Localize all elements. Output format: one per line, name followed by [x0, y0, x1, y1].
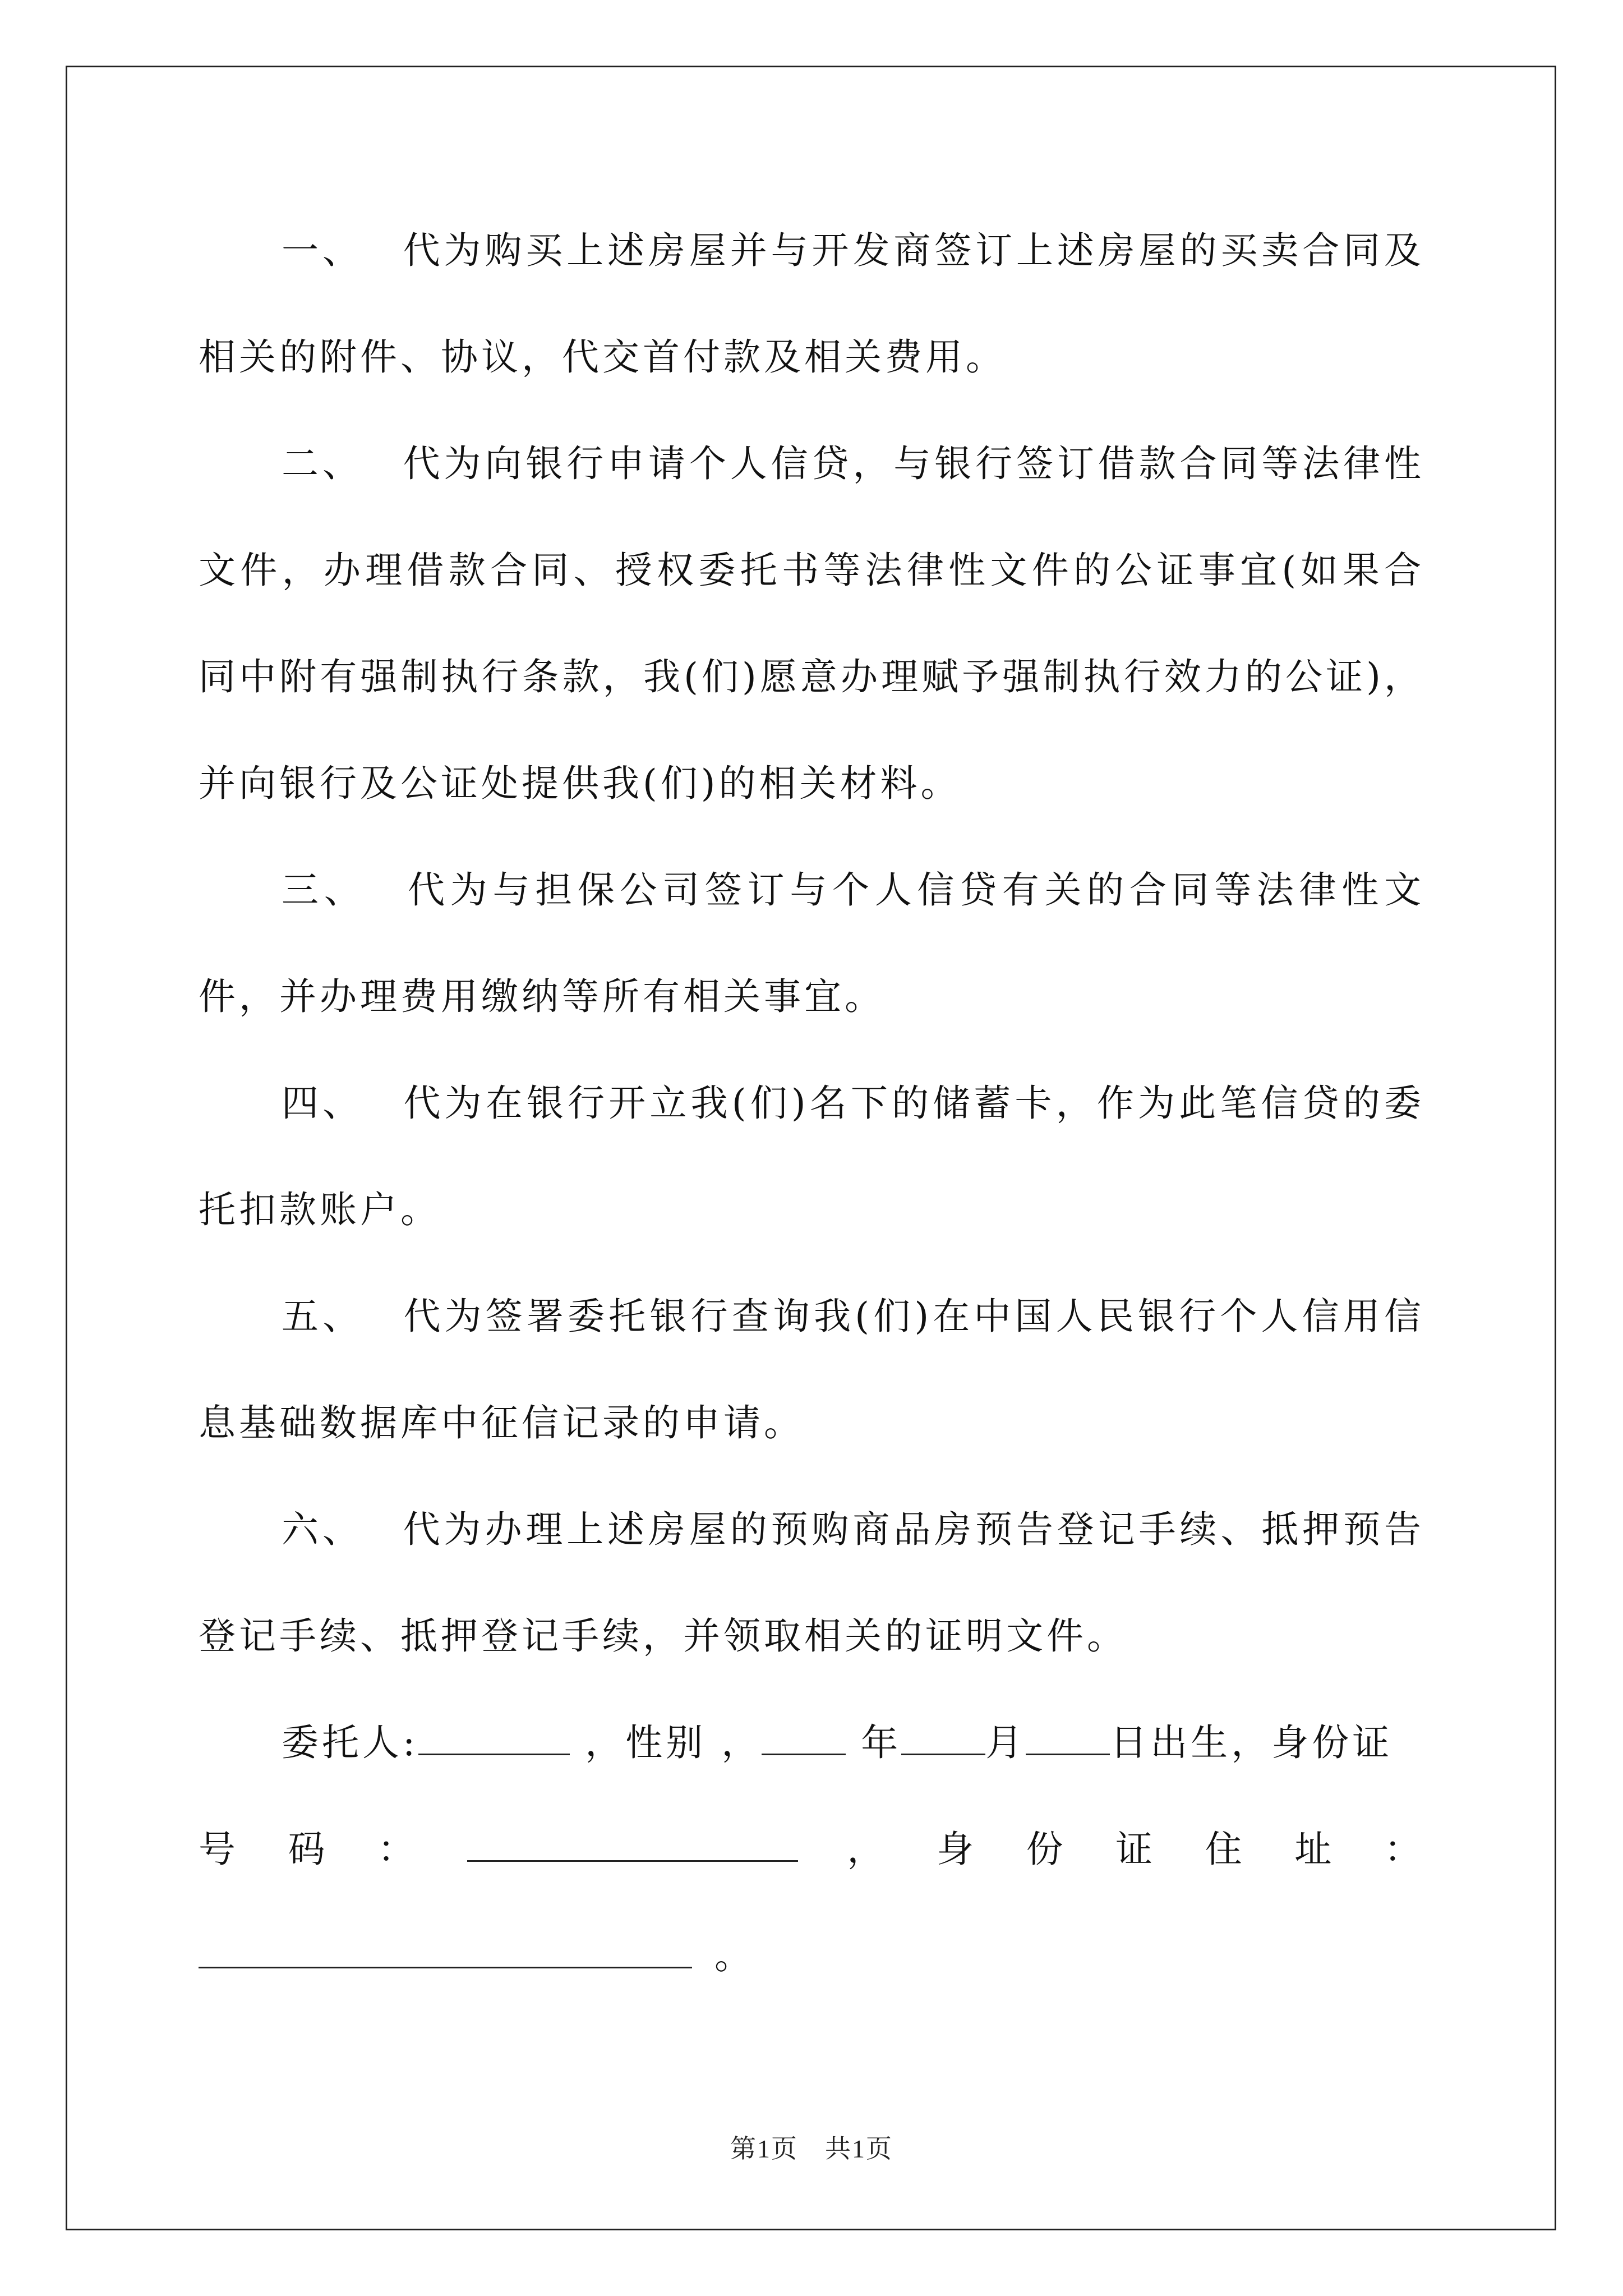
gender-blank: [762, 1720, 846, 1755]
clause-text: 代为向银行申请个人信贷，与银行签订借款合同等法律性文件，办理借款合同、授权委托书等法律性文件的公证事宜(如果合同中附有强制执行条款，我(们)愿意办理赋予强制执行效力的公证)，并向银行及公证处提供我(们)的相关材料。: [199, 442, 1425, 805]
month-label: 月: [985, 1721, 1026, 1764]
address-line: [199, 1903, 1424, 2009]
id-number-line: [199, 1796, 1424, 1903]
gender-label: ，性别 ，: [585, 1721, 762, 1764]
clause-4: [199, 1050, 1424, 1263]
principal-label: 委托人:: [282, 1721, 419, 1764]
id-label-char: 份: [1026, 1828, 1067, 1871]
clause-marker: 四、: [282, 1082, 364, 1125]
clause-text: 代为购买上述房屋并与开发商签订上述房屋的买卖合同及相关的附件、协议，代交首付款及相关费用。: [199, 229, 1425, 379]
id-label-char: ：: [1384, 1828, 1424, 1871]
document-body: [199, 197, 1424, 2009]
address-end-mark: 。: [714, 1934, 755, 1977]
month-blank: [901, 1720, 985, 1755]
id-label-char: 身: [936, 1828, 977, 1871]
day-blank: [1026, 1720, 1110, 1755]
clause-marker: 二、: [282, 442, 363, 485]
clause-text: 代为签署委托银行查询我(们)在中国人民银行个人信用信息基础数据库中征信记录的申请。: [199, 1295, 1425, 1444]
clause-text: 代为与担保公司签订与个人信贷有关的合同等法律性文件，并办理费用缴纳等所有相关事宜。: [199, 868, 1425, 1018]
day-label: 日出生，身份证: [1110, 1721, 1393, 1764]
clause-text: 代为办理上述房屋的预购商品房预告登记手续、抵押预告登记手续、抵押登记手续，并领取相关的证明文件。: [199, 1508, 1425, 1658]
clause-1: [199, 197, 1424, 411]
clause-2: [199, 411, 1424, 837]
clause-marker: 一、: [282, 229, 363, 272]
clause-marker: 五、: [282, 1295, 364, 1338]
page-footer: 第1页 共1页: [730, 2134, 893, 2163]
id-label-char: 号: [199, 1828, 239, 1871]
clause-text: 代为在银行开立我(们)名下的储蓄卡，作为此笔信贷的委托扣款账户。: [199, 1082, 1425, 1231]
id-label-char: 住: [1205, 1828, 1246, 1871]
clause-marker: 六、: [282, 1508, 363, 1551]
year-label: 年: [861, 1721, 902, 1764]
id-label-char: ：: [377, 1828, 418, 1871]
id-label-char: 证: [1115, 1828, 1156, 1871]
id-label-char: 码: [288, 1828, 329, 1871]
clause-marker: 三、: [282, 868, 367, 912]
clause-3: [199, 837, 1424, 1050]
id-label-char: 址: [1294, 1828, 1335, 1871]
id-number-blank: [467, 1826, 798, 1862]
clause-6: [199, 1476, 1424, 1690]
principal-name-blank: [418, 1720, 570, 1755]
principal-info: [199, 1690, 1424, 1796]
clause-5: [199, 1263, 1424, 1476]
address-blank: [199, 1933, 692, 1968]
id-label-char: ，: [847, 1828, 888, 1871]
